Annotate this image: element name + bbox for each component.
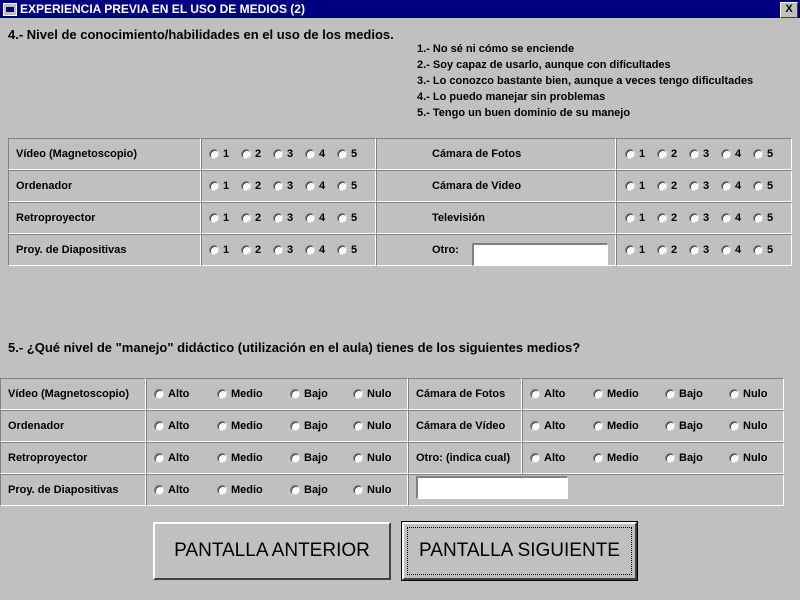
s5-label-otro: Otro: (indica cual) <box>416 452 511 464</box>
s5-label-video: Vídeo (Magnetoscopio) <box>8 388 129 400</box>
s4-radio-2[interactable]: 2 <box>241 148 273 160</box>
s5-radio-nulo[interactable]: Nulo <box>729 388 779 400</box>
s5-radio-bajo[interactable]: Bajo <box>665 452 729 464</box>
s4-radio-3[interactable]: 3 <box>273 244 305 256</box>
s5-radio-medio[interactable]: Medio <box>217 484 290 496</box>
s4-radio-2[interactable]: 2 <box>241 180 273 192</box>
s5-label-camara-video: Cámara de Vídeo <box>416 420 506 432</box>
s5-radio-group-camara-video <box>530 420 779 432</box>
s5-radio-nulo[interactable]: Nulo <box>729 420 779 432</box>
legend-1: 1.- No sé ni cómo se enciende <box>417 43 575 55</box>
s5-radio-nulo[interactable]: Nulo <box>353 388 403 400</box>
s4-radio-group-video <box>209 148 369 160</box>
s4-radio-2[interactable]: 2 <box>657 180 689 192</box>
s5-radio-group-diapositivas <box>154 484 403 496</box>
s4-radio-1[interactable]: 1 <box>209 180 241 192</box>
next-screen-button[interactable]: PANTALLA SIGUIENTE <box>402 522 637 580</box>
s4-radio-4[interactable]: 4 <box>721 212 753 224</box>
s5-radio-medio[interactable]: Medio <box>217 420 290 432</box>
s4-otro-input[interactable] <box>472 243 608 266</box>
s4-radio-3[interactable]: 3 <box>689 244 721 256</box>
s4-radio-1[interactable]: 1 <box>625 244 657 256</box>
s5-radio-group-video <box>154 388 403 400</box>
s4-radio-3[interactable]: 3 <box>689 212 721 224</box>
s5-otro-input[interactable] <box>416 476 568 499</box>
s5-radio-nulo[interactable]: Nulo <box>729 452 779 464</box>
s4-radio-5[interactable]: 5 <box>753 212 785 224</box>
s4-label-retroproyector: Retroproyector <box>16 212 96 224</box>
app-icon <box>3 3 17 16</box>
s4-radio-2[interactable]: 2 <box>657 244 689 256</box>
s5-radio-group-ordenador <box>154 420 403 432</box>
s5-radio-medio[interactable]: Medio <box>217 388 290 400</box>
s4-radio-5[interactable]: 5 <box>337 148 369 160</box>
s5-radio-group-retroproyector <box>154 452 403 464</box>
s4-label-camara-fotos: Cámara de Fotos <box>432 148 522 160</box>
s4-radio-5[interactable]: 5 <box>337 212 369 224</box>
s4-radio-group-camara-fotos <box>625 148 785 160</box>
s5-radio-alto[interactable]: Alto <box>154 452 217 464</box>
prev-screen-button[interactable]: PANTALLA ANTERIOR <box>153 522 391 580</box>
s4-radio-group-retroproyector <box>209 212 369 224</box>
s5-radio-bajo[interactable]: Bajo <box>665 420 729 432</box>
legend-3: 3.- Lo conozco bastante bien, aunque a veces tengo dificultades <box>417 75 754 87</box>
s4-radio-group-otro <box>625 244 785 256</box>
s5-radio-nulo[interactable]: Nulo <box>353 452 403 464</box>
s5-radio-bajo[interactable]: Bajo <box>290 484 353 496</box>
s4-label-video: Vídeo (Magnetoscopio) <box>16 148 137 160</box>
s4-radio-2[interactable]: 2 <box>657 212 689 224</box>
s5-radio-alto[interactable]: Alto <box>154 388 217 400</box>
s5-radio-bajo[interactable]: Bajo <box>665 388 729 400</box>
s4-radio-5[interactable]: 5 <box>337 244 369 256</box>
s4-radio-1[interactable]: 1 <box>209 244 241 256</box>
s4-radio-4[interactable]: 4 <box>721 244 753 256</box>
s4-radio-4[interactable]: 4 <box>721 180 753 192</box>
s5-radio-group-camara-fotos <box>530 388 779 400</box>
s4-radio-1[interactable]: 1 <box>625 180 657 192</box>
s4-radio-3[interactable]: 3 <box>273 180 305 192</box>
s4-radio-3[interactable]: 3 <box>273 148 305 160</box>
s4-radio-2[interactable]: 2 <box>241 212 273 224</box>
s4-radio-5[interactable]: 5 <box>753 244 785 256</box>
s4-radio-3[interactable]: 3 <box>689 148 721 160</box>
s4-radio-2[interactable]: 2 <box>657 148 689 160</box>
s5-label-camara-fotos: Cámara de Fotos <box>416 388 506 400</box>
s5-radio-medio[interactable]: Medio <box>217 452 290 464</box>
s4-radio-1[interactable]: 1 <box>209 148 241 160</box>
s4-radio-group-camara-video <box>625 180 785 192</box>
title-bar[interactable] <box>0 0 800 18</box>
s4-radio-3[interactable]: 3 <box>273 212 305 224</box>
s4-radio-group-diapositivas <box>209 244 369 256</box>
s4-radio-group-ordenador <box>209 180 369 192</box>
s5-radio-nulo[interactable]: Nulo <box>353 420 403 432</box>
section5-heading: 5.- ¿Qué nivel de "manejo" didáctico (utilización en el aula) tienes de los siguientes medios? <box>8 340 581 355</box>
s4-label-television: Televisión <box>432 212 485 224</box>
s4-radio-4[interactable]: 4 <box>305 212 337 224</box>
s4-radio-4[interactable]: 4 <box>305 180 337 192</box>
s4-label-camara-video: Cámara de Video <box>432 180 522 192</box>
s4-label-ordenador: Ordenador <box>16 180 73 192</box>
s5-radio-alto[interactable]: Alto <box>530 420 593 432</box>
s4-radio-5[interactable]: 5 <box>337 180 369 192</box>
s4-radio-group-television <box>625 212 785 224</box>
legend-2: 2.- Soy capaz de usarlo, aunque con dificultades <box>417 59 671 71</box>
s5-label-diapositivas: Proy. de Diapositivas <box>8 484 119 496</box>
s5-radio-medio[interactable]: Medio <box>593 420 665 432</box>
s4-radio-1[interactable]: 1 <box>209 212 241 224</box>
s5-radio-medio[interactable]: Medio <box>593 452 665 464</box>
s4-radio-4[interactable]: 4 <box>721 148 753 160</box>
s5-radio-medio[interactable]: Medio <box>593 388 665 400</box>
s5-label-ordenador: Ordenador <box>8 420 65 432</box>
s4-radio-4[interactable]: 4 <box>305 148 337 160</box>
s4-label-diapositivas: Proy. de Diapositivas <box>16 244 127 256</box>
section4-heading: 4.- Nivel de conocimiento/habilidades en el uso de los medios. <box>8 27 394 42</box>
s5-radio-alto[interactable]: Alto <box>154 484 217 496</box>
s5-radio-bajo[interactable]: Bajo <box>290 420 353 432</box>
s5-radio-bajo[interactable]: Bajo <box>290 388 353 400</box>
s5-radio-bajo[interactable]: Bajo <box>290 452 353 464</box>
s4-radio-3[interactable]: 3 <box>689 180 721 192</box>
s5-radio-nulo[interactable]: Nulo <box>353 484 403 496</box>
s4-radio-1[interactable]: 1 <box>625 148 657 160</box>
close-button[interactable]: X <box>780 2 798 18</box>
legend-4: 4.- Lo puedo manejar sin problemas <box>417 91 606 103</box>
s4-radio-1[interactable]: 1 <box>625 212 657 224</box>
s5-radio-alto[interactable]: Alto <box>530 388 593 400</box>
s4-radio-5[interactable]: 5 <box>753 148 785 160</box>
s4-radio-2[interactable]: 2 <box>241 244 273 256</box>
s4-label-otro: Otro: <box>432 244 459 256</box>
s5-label-retroproyector: Retroproyector <box>8 452 88 464</box>
s5-radio-alto[interactable]: Alto <box>530 452 593 464</box>
s5-radio-group-otro <box>530 452 779 464</box>
legend-5: 5.- Tengo un buen dominio de su manejo <box>417 107 631 119</box>
s4-radio-4[interactable]: 4 <box>305 244 337 256</box>
s5-radio-alto[interactable]: Alto <box>154 420 217 432</box>
s4-radio-5[interactable]: 5 <box>753 180 785 192</box>
window-title: EXPERIENCIA PREVIA EN EL USO DE MEDIOS (2) <box>20 2 305 16</box>
